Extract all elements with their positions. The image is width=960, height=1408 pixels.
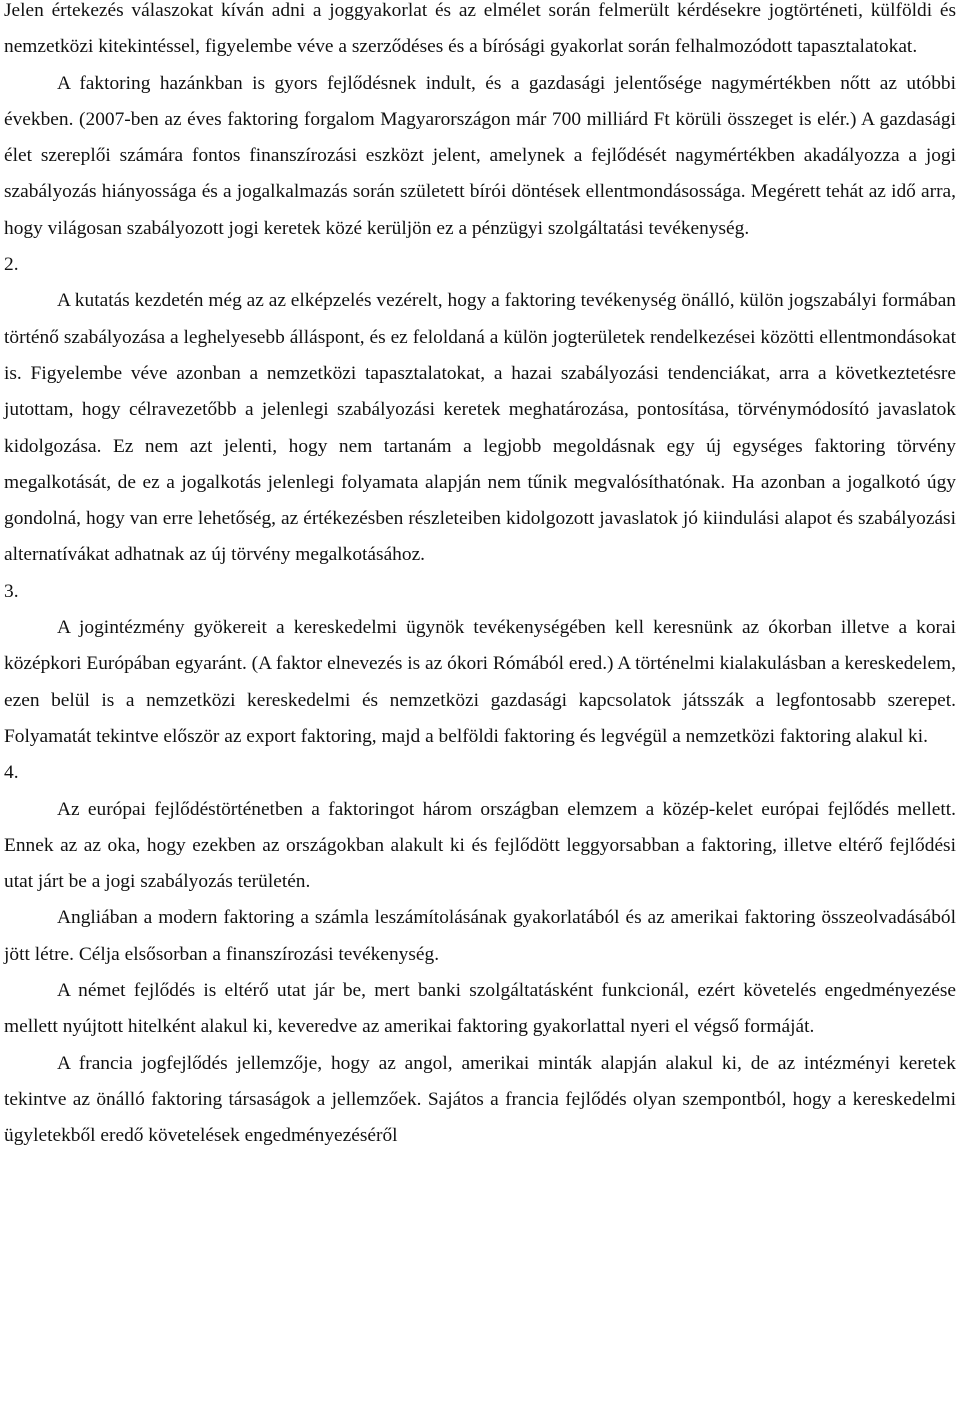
section-number-2: 2. xyxy=(4,254,19,276)
paragraph-nemet: A német fejlődés is eltérő utat jár be, mert banki szolgáltatásként funkcionál, ezért követelés engedményezése mellett nyújtott hitelként alakul ki, keveredve az amerikai faktoring gyakorlattal nyeri el végső formáját. xyxy=(4,980,956,1038)
paragraph-faktoring-fejlodes: A faktoring hazánkban is gyors fejlődésnek indult, és a gazdasági jelentősége nagymértékben nőtt az utóbbi években. (2007-ben az éves faktoring forgalom Magyarországon már 700 milliárd Ft körüli összeget is elér.) A gazdasági élet szereplői számára fontos finanszírozási eszközt jelent, amelynek a fejlődését nagymértékben akadályozza a jogi szabályozás hiányossága és a jogalkalmazás során született bírói döntések ellentmondásossága. Megérett tehát az idő arra, hogy világosan szabályozott jogi keretek közé kerüljön ez a pénzügyi szolgáltatási tevékenység. xyxy=(4,72,956,239)
section-number-3: 3. xyxy=(4,580,19,602)
paragraph-europai-fejlodes: Az európai fejlődéstörténetben a faktoringot három országban elemzem a közép-kelet európai fejlődés mellett. Ennek az az oka, hogy ezekben az országokban alakult ki és fejlődött leggyorsabban a faktoring, illetve eltérő fejlődési utat járt be a jogi szabályozás területén. xyxy=(4,798,956,893)
paragraph-francia: A francia jogfejlődés jellemzője, hogy az angol, amerikai minták alapján alakul ki, de az intézményi keretek tekintve az önálló faktoring társaságok a jellemzőek. Sajátos a francia fejlődés olyan szempontból, hogy a kereskedelmi ügyletekből eredő követelések engedményezéséről xyxy=(4,1052,956,1147)
paragraph-jogintezmeny-gyokerei: A jogintézmény gyökereit a kereskedelmi ügynök tevékenységében kell keresnünk az ókorban illetve a korai középkori Európában egyaránt. (A faktor elnevezés is az ókori Rómából ered.) A történelmi kialakulásban a kereskedelem, ezen belül is a nemzetközi kereskedelmi és nemzetközi gazdasági kapcsolatok játsszák a legfontosabb szerepet. Folyamatát tekintve először az export faktoring, majd a belföldi faktoring és legvégül a nemzetközi faktoring alakul ki. xyxy=(4,617,956,747)
paragraph-kutatas: A kutatás kezdetén még az az elképzelés vezérelt, hogy a faktoring tevékenység önálló, külön jogszabályi formában történő szabályozása a leghelyesebb álláspont, és ez feloldaná a külön jogterületek rendelkezései közötti ellentmondásokat is. Figyelembe véve azonban a nemzetközi tapasztalatokat, a hazai szabályozási tendenciákat, arra a következtetésre jutottam, hogy célravezetőbb a jelenlegi szabályozási keretek meghatározása, pontosítása, törvénymódosító javaslatok kidolgozása. Ez nem azt jelenti, hogy nem tartanám a legjobb megoldásnak egy új egységes faktoring törvény megalkotását, de ez a jogalkotás jelenlegi folyamata alapján nem tűnik megvalósíthatónak. Ha azonban a jogalkotó úgy gondolná, hogy van erre lehetőség, az értékezésben részleteiben kidolgozott javaslatok jó kiindulási alapot és szabályozási alternatívákat adhatnak az új törvény megalkotásához. xyxy=(4,290,956,566)
paragraph-intro: Jelen értekezés válaszokat kíván adni a joggyakorlat és az elmélet során felmerült kérdésekre jogtörténeti, külföldi és nemzetközi kitekintéssel, figyelembe véve a szerződéses és a bírósági gyakorlat során felhalmozódott tapasztalatokat. xyxy=(4,0,956,58)
section-number-4: 4. xyxy=(4,762,19,784)
paragraph-anglia: Angliában a modern faktoring a számla leszámítolásának gyakorlatából és az amerikai faktoring összeolvadásából jött létre. Célja elsősorban a finanszírozási tevékenység. xyxy=(4,907,956,965)
